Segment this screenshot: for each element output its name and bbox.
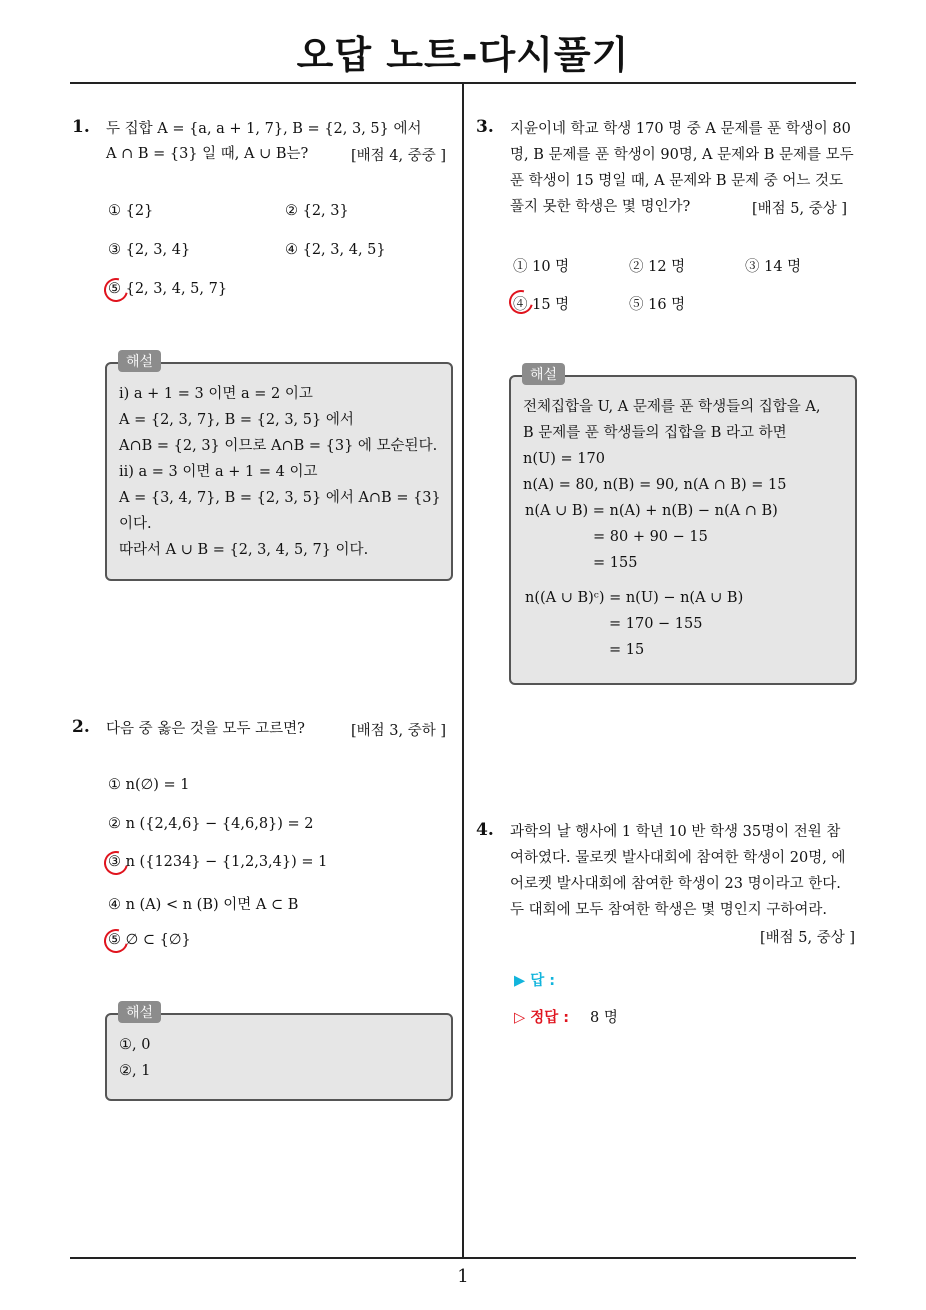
solution-line: ②, 1	[119, 1063, 151, 1079]
selected-answer-mark	[100, 925, 133, 958]
choice-3[interactable]: ③ n ({1234} − {1,2,3,4}) = 1	[108, 854, 328, 870]
question-text: 풀지 못한 학생은 몇 명인가?	[510, 199, 691, 215]
solution-line: = 155	[593, 555, 638, 571]
solution-line: 따라서 A ∪ B = {2, 3, 4, 5, 7} 이다.	[119, 542, 369, 558]
solution-line: A = {2, 3, 7}, B = {2, 3, 5} 에서	[119, 412, 354, 428]
solution-line: n(A ∪ B) = n(A) + n(B) − n(A ∩ B)	[525, 503, 778, 519]
choice-4[interactable]: ④ n (A) < n (B) 이면 A ⊂ B	[108, 897, 299, 913]
selected-answer-mark	[100, 274, 133, 307]
choice-4[interactable]: ④ 15 명	[513, 297, 570, 313]
choice-1[interactable]: ① {2}	[108, 203, 154, 219]
solution-line: B 문제를 푼 학생들의 집합을 B 라고 하면	[523, 425, 787, 441]
solution-box	[105, 362, 453, 581]
solution-line: n(U) = 170	[523, 451, 605, 467]
solution-line: n(A) = 80, n(B) = 90, n(A ∩ B) = 15	[523, 477, 787, 493]
score-difficulty: [배점 3, 중하 ]	[351, 723, 447, 739]
correct-answer-value: 8 명	[590, 1010, 618, 1026]
choice-3[interactable]: ③ {2, 3, 4}	[108, 242, 191, 258]
solution-line: A = {3, 4, 7}, B = {2, 3, 5} 에서 A∩B = {3}	[119, 490, 441, 506]
choice-2[interactable]: ② 12 명	[629, 259, 686, 275]
solution-line: n((A ∪ B)ᶜ) = n(U) − n(A ∪ B)	[525, 590, 744, 606]
choice-4[interactable]: ④ {2, 3, 4, 5}	[285, 242, 386, 258]
choice-1[interactable]: ① n(∅) = 1	[108, 777, 190, 793]
question-text: 지윤이네 학교 학생 170 명 중 A 문제를 푼 학생이 80	[510, 121, 851, 137]
choice-5[interactable]: ⑤ ∅ ⊂ {∅}	[108, 932, 191, 948]
answer-input-label[interactable]: ▶ 답 :	[514, 973, 556, 989]
selected-answer-mark	[100, 847, 133, 880]
question-text: 다음 중 옳은 것을 모두 고르면?	[106, 721, 305, 737]
solution-line: ⅱ) a = 3 이면 a + 1 = 4 이고	[119, 464, 318, 480]
score-difficulty: [배점 5, 중상 ]	[752, 201, 848, 217]
question-number: 2.	[72, 717, 90, 737]
solution-line: 전체집합을 U, A 문제를 푼 학생들의 집합을 A,	[523, 399, 821, 415]
choice-2[interactable]: ② n ({2,4,6} − {4,6,8}) = 2	[108, 816, 314, 832]
choice-1[interactable]: ① 10 명	[513, 259, 570, 275]
choice-2[interactable]: ② {2, 3}	[285, 203, 349, 219]
question-text: 명, B 문제를 푼 학생이 90명, A 문제와 B 문제를 모두	[510, 147, 854, 163]
solution-line: ⅰ) a + 1 = 3 이면 a = 2 이고	[119, 386, 313, 402]
solution-line: = 170 − 155	[609, 616, 703, 632]
choice-5[interactable]: ⑤ 16 명	[629, 297, 686, 313]
column-divider	[462, 84, 464, 1258]
question-number: 1.	[72, 117, 90, 137]
question-number: 4.	[476, 820, 494, 840]
solution-box	[105, 1013, 453, 1101]
question-text: 두 대회에 모두 참여한 학생은 몇 명인지 구하여라.	[510, 902, 828, 918]
question-text: 여하였다. 물로켓 발사대회에 참여한 학생이 20명, 에	[510, 850, 846, 866]
bottom-rule	[70, 1257, 856, 1259]
solution-line: = 80 + 90 − 15	[593, 529, 708, 545]
question-text: 두 집합 A = {a, a + 1, 7}, B = {2, 3, 5} 에서	[106, 121, 422, 137]
question-text: 푼 학생이 15 명일 때, A 문제와 B 문제 중 어느 것도	[510, 173, 844, 189]
solution-line: A∩B = {2, 3} 이므로 A∩B = {3} 에 모순된다.	[119, 438, 438, 454]
question-text: 어로켓 발사대회에 참여한 학생이 23 명이라고 한다.	[510, 876, 841, 892]
solution-line: ①, 0	[119, 1037, 151, 1053]
solution-line: 이다.	[119, 516, 152, 532]
question-text: 과학의 날 행사에 1 학년 10 반 학생 35명이 전원 참	[510, 824, 841, 840]
solution-label: 해설	[118, 1001, 161, 1023]
solution-line: = 15	[609, 642, 645, 658]
question-number: 3.	[476, 117, 494, 137]
page-number: 1	[457, 1266, 469, 1287]
score-difficulty: [배점 5, 중상 ]	[760, 930, 856, 946]
solution-label: 해설	[522, 363, 565, 385]
solution-label: 해설	[118, 350, 161, 372]
choice-5[interactable]: ⑤ {2, 3, 4, 5, 7}	[108, 281, 228, 297]
choice-3[interactable]: ③ 14 명	[745, 259, 802, 275]
page-title: 오답 노트-다시풀기	[296, 33, 630, 77]
correct-answer-label: ▷ 정답 :	[514, 1010, 570, 1026]
solution-box	[509, 375, 857, 685]
score-difficulty: [배점 4, 중중 ]	[351, 148, 447, 164]
question-text: A ∩ B = {3} 일 때, A ∪ B는?	[106, 146, 309, 162]
